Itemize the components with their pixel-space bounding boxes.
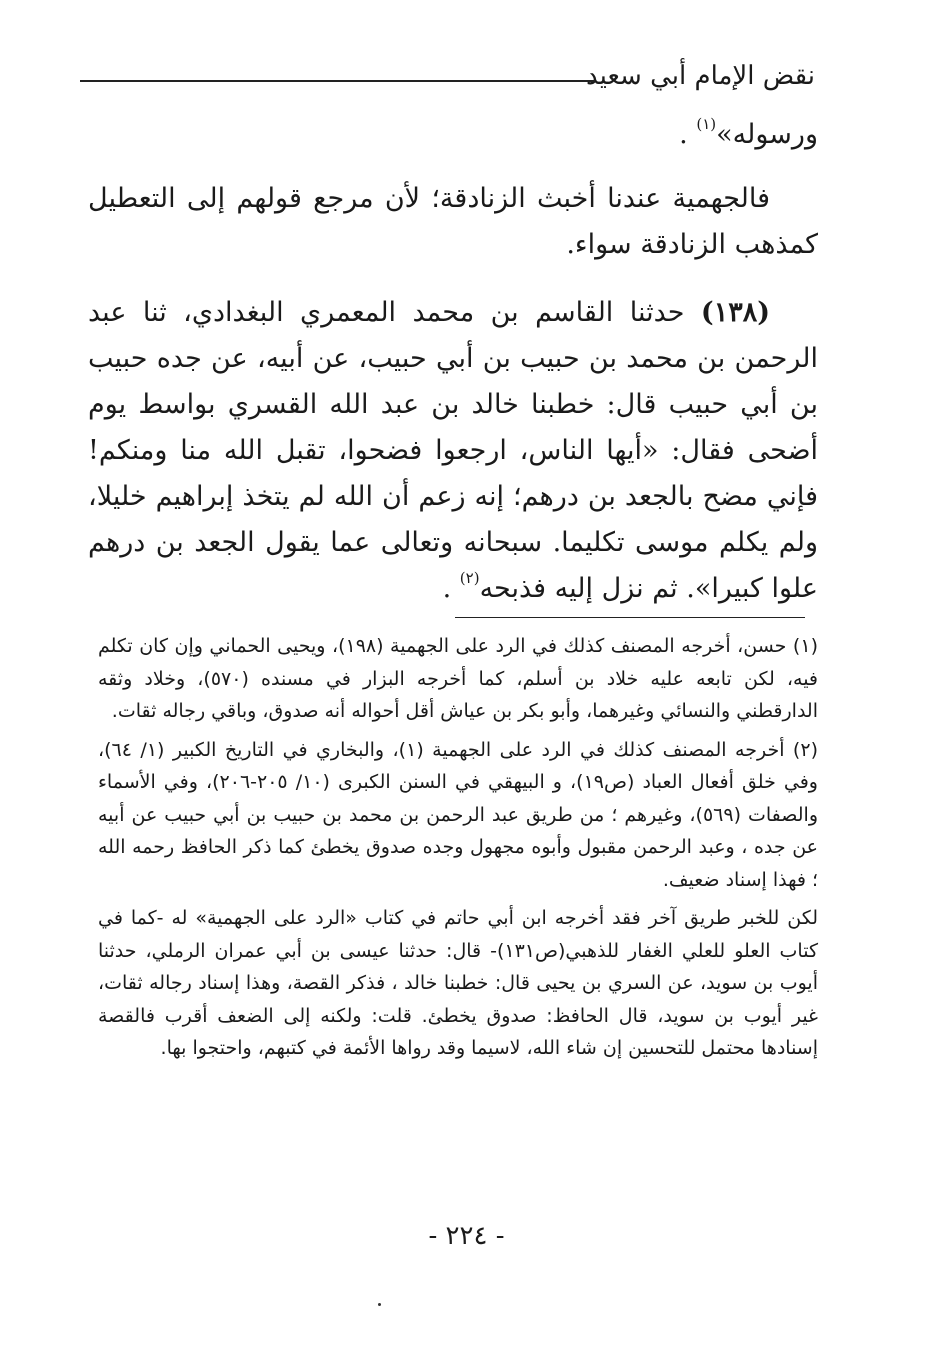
footnote-2: (٢) أخرجه المصنف كذلك في الرد على الجهمية (١)، والبخاري في التاريخ الكبير (١/ ٦٤)، وفي خلق أفعال العباد (ص١٩)، و البيهقي في السنن الكبرى (١٠/ ٢٠٥-٢٠٦)، وفي الأسماء والصفات (٥٦٩)، وغيرهم ؛ من طريق عبد الرحمن بن محمد بن حبيب بن أبي حبيب عن أبيه عن جده ، وعبد الرحمن مقبول وأبوه مجهول وجده صدوق يخطئ كما ذكر الحافظ رحمه الله ؛ فهذا إسناد ضعيف. (98, 738, 818, 891)
hadith-text: حدثنا القاسم بن محمد المعمري البغدادي، ثنا عبد الرحمن بن محمد بن حبيب بن أبي حبيب، عن أبيه، عن جده حبيب بن أبي حبيب قال: خطبنا خالد بن عبد الله القسري بواسط يوم أضحى فقال: «أيها الناس، ارجعوا فضحوا، تقبل الله منا ومنكم! فإني مضح بالجعد بن درهم؛ إنه زعم أن الله لم يتخذ إبراهيم خليلا، ولم يكلم موسى تكليما. سبحانه وتعالى عما يقول الجعد بن درهم علوا كبيرا». ثم نزل إليه فذبحه (88, 297, 818, 604)
footnote-1: (١) حسن، أخرجه المصنف كذلك في الرد على الجهمية (١٩٨)، ويحيى الحماني وإن كان تكلم فيه، لكن تابعه عليه خلاد بن أسلم، كما أخرجه البزار في مسنده (٥٧٠)، وخلاد وثقه الدارقطني والنسائي وغيرهما، وأبو بكر بن عياش أقل أحواله أنه صدوق، وباقي رجاله ثقات. (98, 635, 819, 722)
paragraph-continuation-text: ورسوله» (716, 119, 818, 150)
main-text (88, 112, 818, 634)
paragraph-jahmiyya: فالجهمية عندنا أخبث الزنادقة؛ لأن مرجع قولهم إلى التعطيل كمذهب الزنادقة سواء. (88, 183, 818, 260)
hadith-number: (١٣٨) (700, 297, 770, 328)
footnote-ref-1: (١) (696, 115, 717, 133)
footnotes (98, 630, 818, 1071)
footnote-ref-2: (٢) (459, 569, 480, 587)
running-header (80, 58, 815, 98)
footnote-separator (455, 617, 805, 618)
paragraph-hadith-138: (١٣٨) حدثنا القاسم بن محمد المعمري البغدادي، ثنا عبد الرحمن بن محمد بن حبيب بن أبي حبيب، عن أبيه، عن جده حبيب بن أبي حبيب قال: خطبنا خالد بن عبد الله القسري بواسط يوم أضحى فقال: «أيها الناس، ارجعوا فضحوا، تقبل الله منا ومنكم! فإني مضح بالجعد بن درهم؛ إنه زعم أن الله لم يتخذ إبراهيم خليلا، ولم يكلم موسى تكليما. سبحانه وتعالى عما يقول الجعد بن درهم علوا كبيرا». ثم نزل إليه فذبحه$^{(٢)}$ . (88, 297, 818, 604)
page-number: - ٢٢٤ - (428, 1221, 505, 1251)
book-title: نقض الإمام أبي سعيد (586, 61, 815, 91)
header-rule (80, 80, 595, 82)
scan-speck (378, 1303, 381, 1306)
paragraph-continuation: ورسوله»$^{(١)}$ . (679, 115, 818, 150)
footnote-2-continuation: لكن للخبر طريق آخر فقد أخرجه ابن أبي حاتم في كتاب «الرد على الجهمية» له -كما في كتاب العلو للعلي الغفار للذهبي(ص١٣١)- قال: حدثنا عيسى بن أبي عمران الرملي، حدثنا أيوب بن سويد، عن السري بن يحيى قال: خطبنا خالد ، فذكر القصة، وهذا إسناد رجاله ثقات، غير أيوب بن سويد، قال الحافظ: صدوق يخطئ. قلت: ولكنه إلى الضعف أقرب فالقصة إسنادها محتمل للتحسين إن شاء الله، لاسيما وقد رواها الأئمة في كتبهم، واحتجوا بها. (98, 907, 818, 1059)
